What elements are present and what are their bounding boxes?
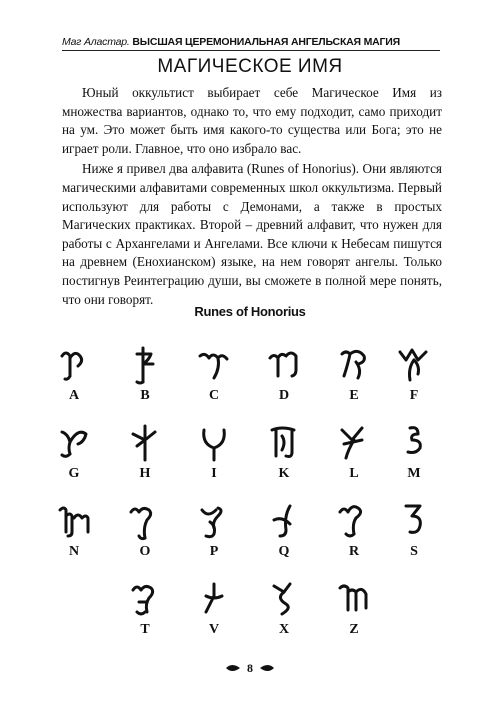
rune-d (256, 344, 312, 416)
rune-c-icon (196, 344, 232, 386)
rune-t-icon (127, 578, 163, 620)
rune-z-icon (336, 578, 372, 620)
rune-v-icon (196, 578, 232, 620)
rune-v (186, 578, 242, 650)
runes-heading: Runes of Honorius (194, 304, 306, 319)
rune-letter: Z (349, 622, 359, 637)
rune-letter: O (139, 544, 151, 559)
rune-letter: A (68, 388, 80, 403)
rune-x (256, 578, 312, 650)
rune-p-icon (196, 500, 232, 542)
rune-r (326, 500, 382, 572)
rune-t (117, 578, 173, 650)
paragraph: Юный оккультист выбирает себе Магическое Имя из множества вариантов, однако то, что ему подходит, само приходит на ум. Это может быть имя какого-то существа или Бога; это не играет роли. Главное, что оно избрало вас. (62, 85, 442, 156)
page-footer (0, 660, 500, 676)
paragraph: Ниже я привел два алфавита (Runes of Honorius). Они являются магическими алфавитами современных школ оккультизма. Первый используют для работы с Демонами, а также в простых Магических практиках. Второй – древний алфавит, что нужен для работы с Архангелами и Ангелами. Все ключи к Небесам пишутся на древнем (Енохианском) языке, на нем говорят ангелы. Только постигнув Реинтеграцию души, вы сможете в полной мере понять, что они говорят. (62, 161, 442, 307)
rune-letter: Q (278, 544, 290, 559)
running-header (62, 36, 440, 51)
rune-letter: B (140, 388, 150, 403)
rune-letter: L (349, 466, 359, 481)
rune-letter: K (278, 466, 290, 481)
rune-letter: S (410, 544, 418, 559)
rune-b (117, 344, 173, 416)
section-title: МАГИЧЕСКОЕ ИМЯ (157, 56, 343, 77)
ornament-left-icon (225, 662, 241, 674)
rune-letter: T (140, 622, 150, 637)
rune-l-icon (336, 422, 372, 464)
rune-p (186, 500, 242, 572)
rune-letter: G (68, 466, 80, 481)
header-book-title: ВЫСШАЯ ЦЕРЕМОНИАЛЬНАЯ АНГЕЛЬСКАЯ МАГИЯ (132, 36, 400, 48)
rune-letter: D (278, 388, 290, 403)
rune-d-icon (266, 344, 302, 386)
rune-l (326, 422, 382, 494)
rune-e-icon (336, 344, 372, 386)
rune-b-icon (127, 344, 163, 386)
page-number: 8 (247, 660, 253, 675)
body-text (62, 84, 442, 309)
rune-letter: R (348, 544, 360, 559)
rune-i-icon (196, 422, 232, 464)
rune-c (186, 344, 242, 416)
rune-letter: I (211, 466, 217, 481)
rune-g (46, 422, 102, 494)
rune-m (386, 422, 442, 494)
rune-o-icon (127, 500, 163, 542)
rune-a (46, 344, 102, 416)
rune-k-icon (266, 422, 302, 464)
rune-h (117, 422, 173, 494)
ornament-right-icon (259, 662, 275, 674)
rune-n-icon (56, 500, 92, 542)
rune-q-icon (266, 500, 302, 542)
rune-n (46, 500, 102, 572)
rune-letter: X (278, 622, 290, 637)
rune-s-icon (396, 500, 432, 542)
rune-letter: M (407, 466, 421, 481)
header-author: Маг Аластар. (62, 36, 130, 48)
rune-letter: H (139, 466, 151, 481)
rune-letter: F (409, 388, 419, 403)
rune-a-icon (56, 344, 92, 386)
rune-m-icon (396, 422, 432, 464)
rune-x-icon (266, 578, 302, 620)
rune-z (326, 578, 382, 650)
rune-g-icon (56, 422, 92, 464)
rune-letter: N (68, 544, 80, 559)
rune-r-icon (336, 500, 372, 542)
rune-letter: P (209, 544, 219, 559)
rune-letter: C (208, 388, 220, 403)
rune-o (117, 500, 173, 572)
rune-h-icon (127, 422, 163, 464)
rune-e (326, 344, 382, 416)
rune-i (186, 422, 242, 494)
rune-f-icon (396, 344, 432, 386)
rune-letter: V (208, 622, 220, 637)
rune-letter: E (349, 388, 359, 403)
rune-q (256, 500, 312, 572)
rune-f (386, 344, 442, 416)
rune-s (386, 500, 442, 572)
rune-k (256, 422, 312, 494)
